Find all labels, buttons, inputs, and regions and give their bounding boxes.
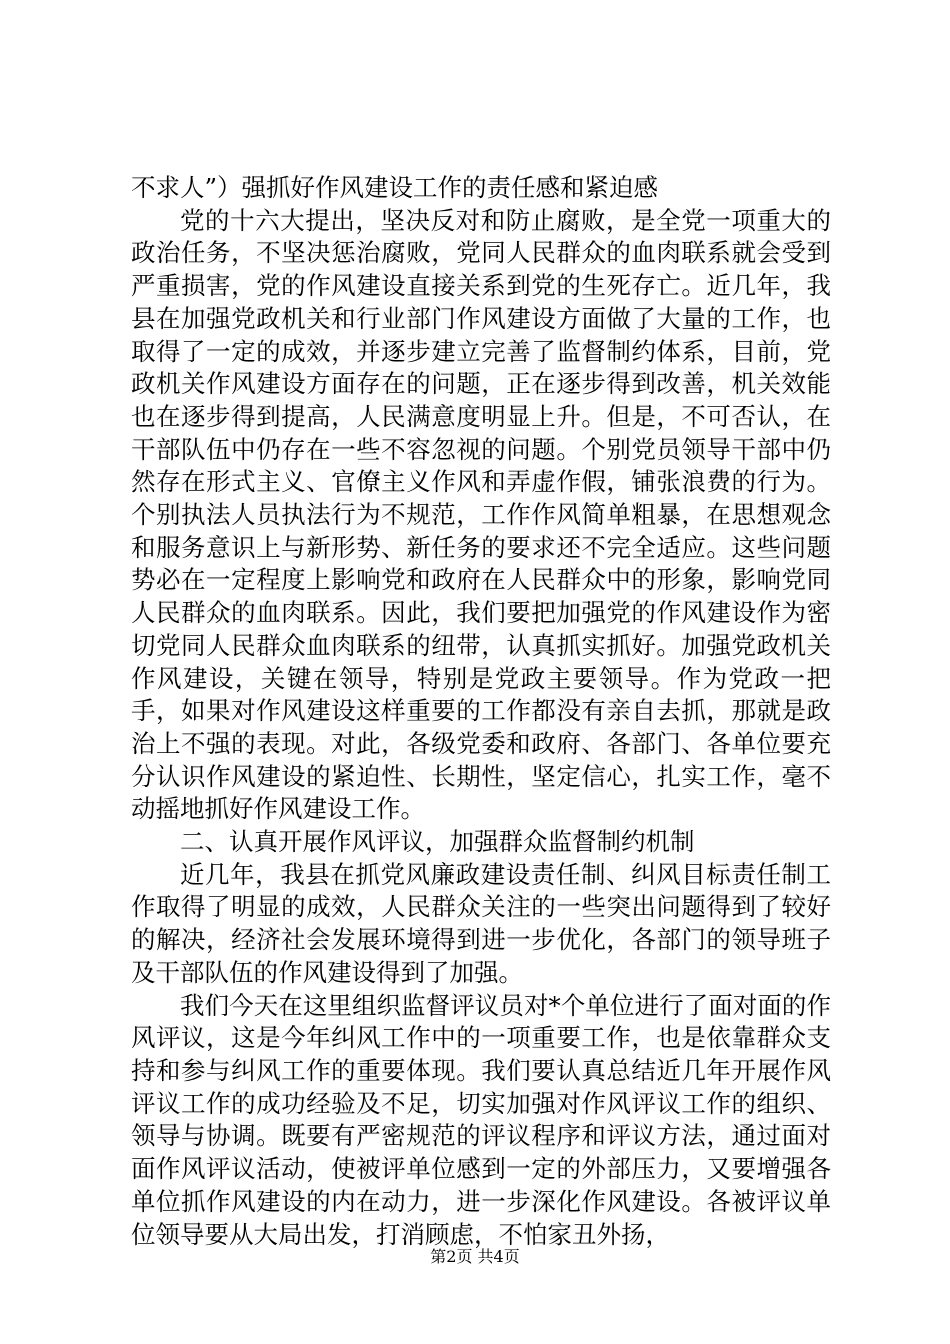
paragraph-evaluation: 我们今天在这里组织监督评议员对*个单位进行了面对面的作风评议，这是今年纠风工作中的一项重要工作，也是依靠群众支持和参与纠风工作的重要体现。我们要认真总结近几年开展作风评议工作的成功经验及不足，切实加强对作风评议工作的组织、领导与协调。既要有严密规范的评议程序和评议方法，通过面对面作风评议活动，使被评单位感到一定的外部压力，又要增强各单位抓作风建设的内在动力，进一步深化作风建设。各被评议单位领导要从大局出发，打消顾虑，不怕家丑外扬， [131, 990, 831, 1249]
paragraph-party-style: 党的十六大提出，坚决反对和防止腐败，是全党一项重大的政治任务，不坚决惩治腐败，党同人民群众的血肉联系就会受到严重损害，党的作风建设直接关系到党的生死存亡。近几年，我县在加强党政机关和行业部门作风建设方面做了大量的工作，也取得了一定的成效，并逐步建立完善了监督制约体系，目前，党政机关作风建设方面存在的问题，正在逐步得到改善，机关效能也在逐步得到提高，人民满意度明显上升。但是，不可否认，在干部队伍中仍存在一些不容忽视的问题。个别党员领导干部中仍然存在形式主义、官僚主义作风和弄虚作假，铺张浪费的行为。个别执法人员执法行为不规范，工作作风简单粗暴，在思想观念和服务意识上与新形势、新任务的要求还不完全适应。这些问题势必在一定程度上影响党和政府在人民群众中的形象，影响党同人民群众的血肉联系。因此，我们要把加强党的作风建设作为密切党同人民群众血肉联系的纽带，认真抓实抓好。加强党政机关作风建设，关键在领导，特别是党政主要领导。作为党政一把手，如果对作风建设这样重要的工作都没有亲自去抓，那就是政治上不强的表现。对此，各级党委和政府、各部门、各单位要充分认识作风建设的紧迫性、长期性，坚定信心，扎实工作，毫不动摇地抓好作风建设工作。 [131, 205, 831, 824]
section-heading-two: 二、认真开展作风评议，加强群众监督制约机制 [180, 827, 695, 857]
document-body [131, 172, 831, 1251]
paragraph-recent-years: 近几年，我县在抓党风廉政建设责任制、纠风目标责任制工作取得了明显的成效，人民群众关注的一些突出问题得到了较好的解决，经济社会发展环境得到进一步优化，各部门的领导班子及干部队伍的作风建设得到了加强。 [131, 859, 831, 987]
page-footer: 第2页 共4页 [430, 1247, 520, 1266]
paragraph-heading-continuation: 不求人”）强抓好作风建设工作的责任感和紧迫感 [131, 173, 659, 202]
